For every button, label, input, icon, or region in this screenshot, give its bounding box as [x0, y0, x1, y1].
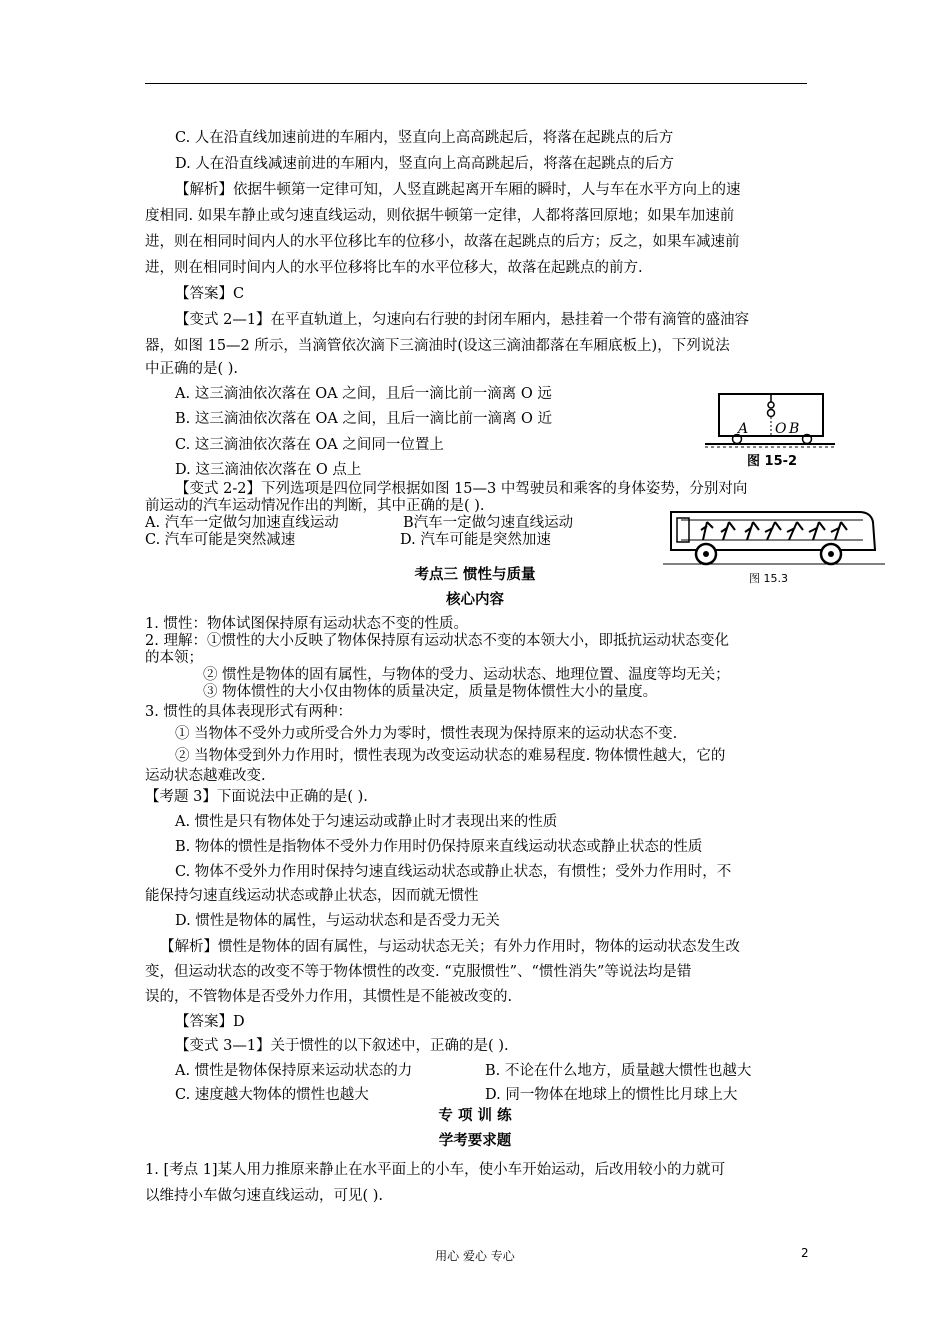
option-d-line: D. 人在沿直线减速前进的车厢内，竖直向上高高跳起后，将落在起跳点的后方: [175, 156, 674, 172]
figure-15-2: [705, 388, 835, 474]
choice-d: D. 这三滴油依次落在 O 点上: [175, 462, 362, 478]
choice-a: A. 惯性是只有物体处于匀速运动或静止时才表现出来的性质: [175, 814, 558, 830]
section-heading: 考点三 惯性与质量: [414, 566, 536, 583]
choice-b: B汽车一定做匀速直线运动: [403, 515, 574, 531]
choice-a: A. 惯性是物体保持原来运动状态的力: [175, 1063, 413, 1079]
exercise-line: 以维持小车做匀速直线运动，可见( ).: [145, 1188, 384, 1204]
analysis-line: 进，则在相同时间内人的水平位移将比车的水平位移大，故落在起跳点的前方.: [145, 260, 643, 276]
variant-2-1-line: 中正确的是( ).: [145, 361, 239, 377]
core-line: 的本领；: [145, 650, 203, 666]
subsection-heading: 核心内容: [446, 591, 504, 608]
analysis-line: 进，则在相同时间内人的水平位移比车的位移小，故落在起跳点的后方；反之，如果车减速前: [145, 234, 740, 250]
variant-2-1-line: 器，如图 15—2 所示，当滴管依次滴下三滴油时(设这三滴油都落在车厢底板上)，下列说法: [145, 338, 730, 354]
choice-a: A. 汽车一定做匀加速直线运动: [145, 515, 339, 531]
train-car-drawing: [705, 388, 835, 474]
page-number: 2: [801, 1246, 809, 1260]
core-line: 1. 惯性：物体试图保持原有运动状态不变的性质。: [145, 616, 468, 632]
core-line: 运动状态越难改变.: [145, 768, 266, 784]
variant-2-2-line: 【变式 2-2】下列选项是四位同学根据如图 15—3 中驾驶员和乘客的身体姿势，分别对向: [175, 481, 748, 497]
variant-2-2-line: 前运动的汽车运动情况作出的判断，其中正确的是( ).: [145, 498, 485, 514]
choice-c: 能保持匀速直线运动状态或静止状态，因而就无惯性: [145, 888, 479, 904]
variant-3-1-line: 【变式 3—1】关于惯性的以下叙述中，正确的是( ).: [175, 1038, 509, 1054]
core-line: ③ 物体惯性的大小仅由物体的质量决定，质量是物体惯性大小的量度。: [203, 684, 658, 700]
figure-caption: 图 15-2: [747, 454, 798, 469]
core-line: 3. 惯性的具体表现形式有两种：: [145, 704, 352, 720]
analysis-line: 变，但运动状态的改变不等于物体惯性的改变. “克服惯性”、“惯性消失”等说法均是错: [145, 964, 692, 980]
analysis-line: 【解析】惯性是物体的固有属性，与运动状态无关；有外力作用时，物体的运动状态发生改: [160, 939, 740, 955]
subsection-heading: 学考要求题: [438, 1132, 512, 1149]
choice-c: C. 汽车可能是突然减速: [145, 532, 296, 548]
analysis-line: 度相同. 如果车静止或匀速直线运动，则依据牛顿第一定律，人都将落回原地；如果车加速前: [145, 208, 735, 224]
header-rule: [145, 83, 807, 84]
answer-line: 【答案】C: [175, 286, 245, 302]
choice-d: D. 惯性是物体的属性，与运动状态和是否受力无关: [175, 913, 500, 929]
choice-d: D. 汽车可能是突然加速: [400, 532, 551, 548]
section-heading: 专 项 训 练: [438, 1107, 512, 1124]
choice-a: A. 这三滴油依次落在 OA 之间，且后一滴比前一滴离 O 远: [175, 386, 552, 402]
figure-caption: 图 15.3: [749, 572, 788, 585]
exercise-line: 1. [考点 1]某人用力推原来静止在水平面上的小车，使小车开始运动，后改用较小的力就可: [145, 1162, 726, 1178]
question-3-line: 【考题 3】下面说法中正确的是( ).: [145, 789, 368, 805]
core-line: ① 当物体不受外力或所受合外力为零时，惯性表现为保持原来的运动状态不变.: [175, 726, 678, 742]
core-line: 2. 理解：①惯性的大小反映了物体保持原有运动状态不变的本领大小，即抵抗运动状态变化: [145, 633, 729, 649]
core-line: ② 惯性是物体的固有属性，与物体的受力、运动状态、地理位置、温度等均无关；: [203, 667, 730, 683]
variant-2-1-line: 【变式 2—1】在平直轨道上，匀速向右行驶的封闭车厢内，悬挂着一个带有滴管的盛油容: [175, 312, 750, 328]
choice-b: B. 物体的惯性是指物体不受外力作用时仍保持原来直线运动状态或静止状态的性质: [175, 839, 703, 855]
label-a: A: [738, 421, 749, 437]
core-line: ② 当物体受到外力作用时，惯性表现为改变运动状态的难易程度. 物体惯性越大，它的: [175, 748, 726, 764]
choice-c: C. 这三滴油依次落在 OA 之间同一位置上: [175, 437, 444, 453]
choice-d: D. 同一物体在地球上的惯性比月球上大: [485, 1087, 738, 1103]
answer-line: 【答案】D: [175, 1014, 245, 1030]
choice-c: C. 速度越大物体的惯性也越大: [175, 1087, 369, 1103]
choice-c: C. 物体不受外力作用时保持匀速直线运动状态或静止状态，有惯性；受外力作用时，不: [175, 864, 732, 880]
option-c-line: C. 人在沿直线加速前进的车厢内，竖直向上高高跳起后，将落在起跳点的后方: [175, 130, 674, 146]
analysis-line: 误的，不管物体是否受外力作用，其惯性是不能被改变的.: [145, 989, 513, 1005]
footer-text: 用心 爱心 专心: [435, 1249, 515, 1263]
choice-b: B. 不论在什么地方，质量越大惯性也越大: [485, 1063, 752, 1079]
analysis-line: 【解析】依据牛顿第一定律可知，人竖直跳起离开车厢的瞬时，人与车在水平方向上的速: [175, 182, 741, 198]
bus-drawing: [663, 500, 885, 570]
label-o: O: [775, 421, 787, 437]
label-b: B: [789, 421, 800, 437]
choice-b: B. 这三滴油依次落在 OA 之间，且后一滴比前一滴离 O 近: [175, 411, 553, 427]
